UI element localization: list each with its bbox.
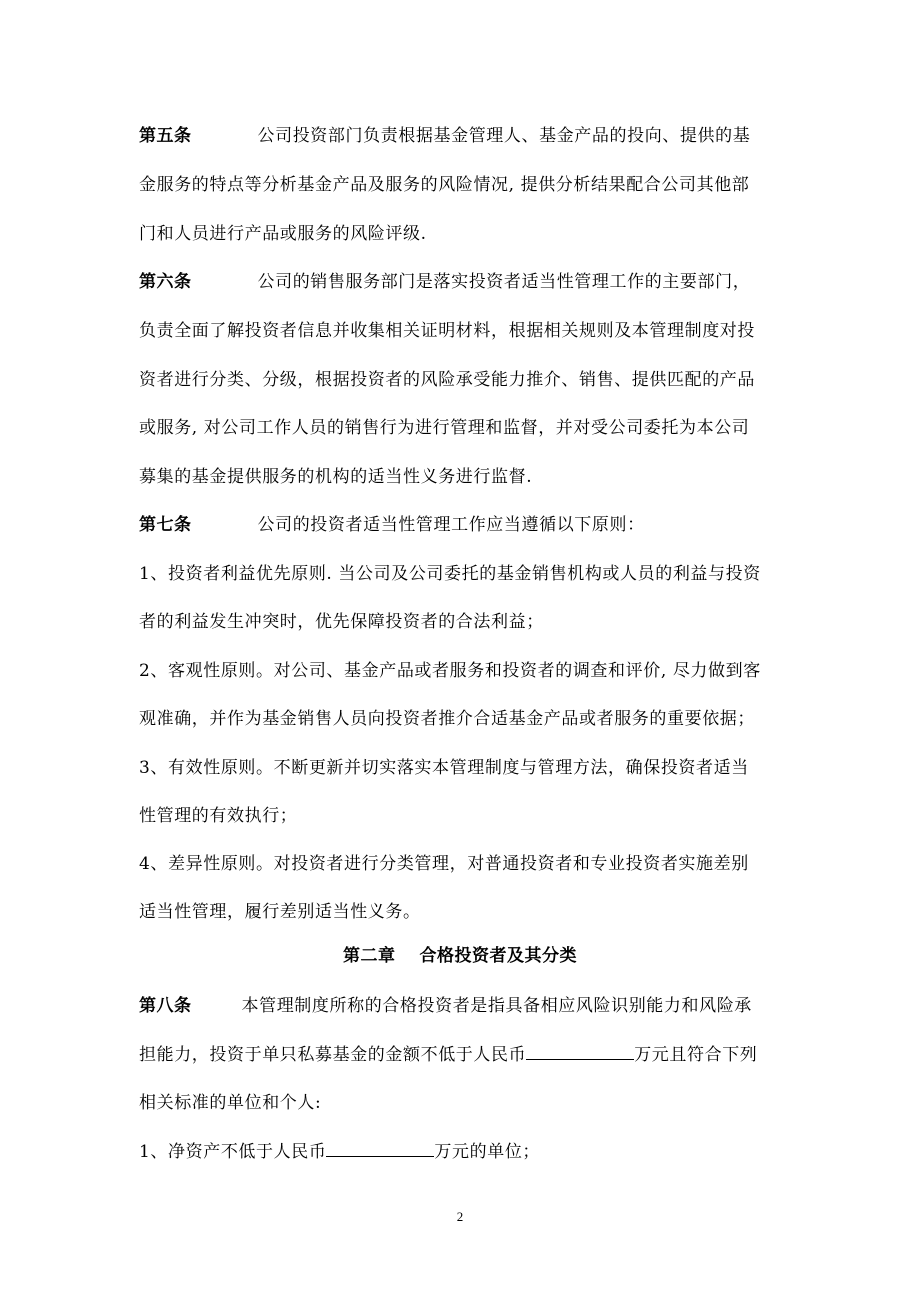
article-6-line-2: 负责全面了解投资者信息并收集相关证明材料，根据相关规则及本管理制度对投: [139, 321, 755, 341]
article-5-line-2: 金服务的特点等分析基金产品及服务的风险情况, 提供分析结果配合公司其他部: [139, 175, 750, 195]
principle-2-line-2: 观准确，并作为基金销售人员向投资者推介合适基金产品或者服务的重要依据；: [139, 709, 755, 729]
chapter-number: 第二章: [343, 946, 396, 966]
page-number: 2: [456, 1209, 464, 1224]
article-6-label: 第六条: [139, 272, 192, 292]
principle-4-line-1: 4、差异性原则。对投资者进行分类管理，对普通投资者和专业投资者实施差别: [139, 854, 749, 874]
article-8-label: 第八条: [139, 996, 192, 1016]
article-7-line-1: 第七条 公司的投资者适当性管理工作应当遵循以下原则：: [139, 515, 645, 535]
principle-1-line-2: 者的利益发生冲突时，优先保障投资者的合法利益；: [139, 612, 544, 632]
article-8-line-3: 相关标准的单位和个人:: [139, 1093, 322, 1113]
article-6-line-1: 第六条 公司的销售服务部门是落实投资者适当性管理工作的主要部门，: [139, 272, 751, 292]
principle-3-line-1: 3、有效性原则。不断更新并切实落实本管理制度与管理方法，确保投资者适当: [139, 758, 749, 778]
article-6-line-5: 募集的基金提供服务的机构的适当性义务进行监督.: [139, 467, 533, 487]
chapter-heading: [0, 945, 920, 967]
principle-2-line-1: 2、客观性原则。对公司、基金产品或者服务和投资者的调查和评价, 尽力做到客: [139, 661, 761, 681]
article-8-line-1: 第八条 本管理制度所称的合格投资者是指具备相应风险识别能力和风险承: [139, 996, 752, 1016]
chapter-title: 合格投资者及其分类: [419, 946, 577, 966]
article-7-label: 第七条: [139, 515, 192, 535]
article-8-line-2: 担能力，投资于单只私募基金的金额不低于人民币 万元且符合下列: [139, 1045, 758, 1065]
article-8-item-1: 1、净资产不低于人民币 万元的单位；: [139, 1142, 541, 1162]
principle-4-line-2: 适当性管理，履行差别适当性义务。: [139, 902, 421, 922]
amount-blank-2[interactable]: [326, 1140, 434, 1157]
article-5-line-3: 门和人员进行产品或服务的风险评级.: [139, 224, 427, 244]
article-5-label: 第五条: [139, 126, 192, 146]
amount-blank-1[interactable]: [526, 1043, 634, 1060]
article-6-line-3: 资者进行分类、分级，根据投资者的风险承受能力推介、销售、提供匹配的产品: [139, 370, 755, 390]
principle-3-line-2: 性管理的有效执行；: [139, 806, 298, 826]
article-5-line-1: 第五条 公司投资部门负责根据基金管理人、基金产品的投向、提供的基: [139, 126, 751, 146]
principle-1-line-1: 1、投资者利益优先原则. 当公司及公司委托的基金销售机构或人员的利益与投资: [139, 564, 761, 584]
article-6-line-4: 或服务, 对公司工作人员的销售行为进行管理和监督，并对受公司委托为本公司: [139, 418, 750, 438]
